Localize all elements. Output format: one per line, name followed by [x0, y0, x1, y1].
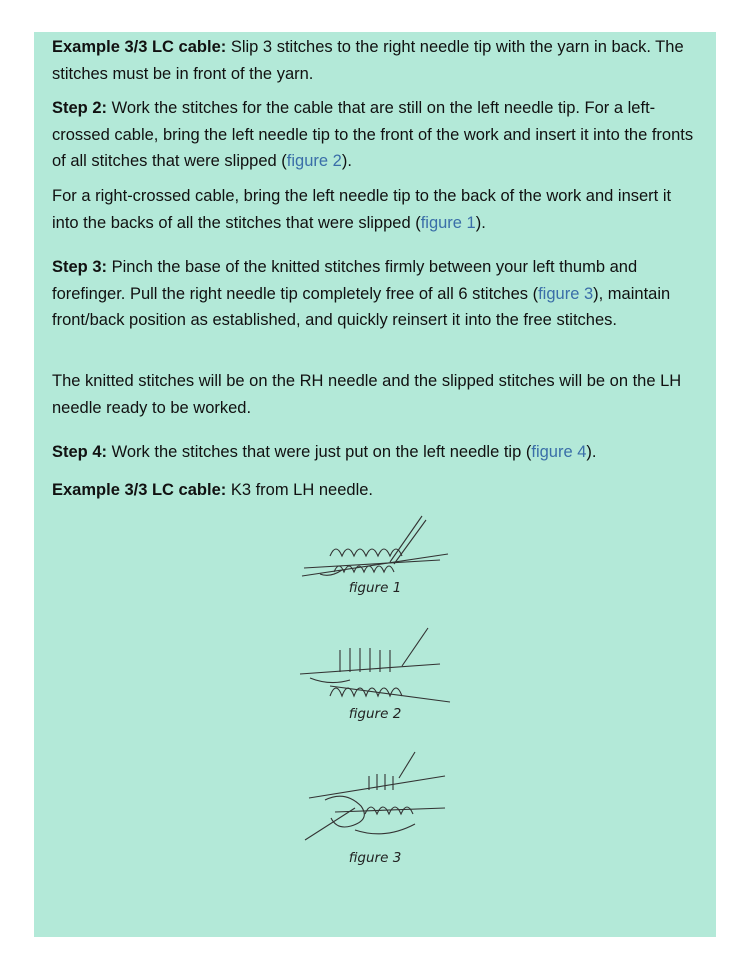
figure-caption: figure 1 — [348, 580, 402, 596]
paragraph-label: Step 3: — [52, 258, 108, 276]
paragraph-text: Slip 3 stitches to the right needle tip with the yarn in back. The stitches must be in front of the yarn. — [52, 38, 684, 83]
figure-4-link[interactable]: figure 4 — [531, 443, 587, 461]
paragraph-example-k3 — [52, 477, 702, 504]
paragraph-needle-positions — [52, 368, 702, 421]
figure-2 — [34, 626, 716, 722]
figure-caption: figure 2 — [348, 706, 402, 722]
paragraph-label: Step 2: — [52, 99, 108, 117]
paragraph-text: ). — [475, 213, 486, 232]
knitting-needles-illustration-icon — [295, 750, 455, 850]
paragraph-text: ). — [586, 443, 597, 461]
paragraph-label: Example 3/3 LC cable: — [52, 481, 227, 499]
paragraph-label: Step 4: — [52, 443, 108, 461]
paragraph-step-2 — [52, 95, 702, 175]
knitting-needles-illustration-icon — [290, 626, 460, 706]
figure-3-link[interactable]: figure 3 — [538, 284, 594, 303]
paragraph-right-crossed — [52, 183, 702, 236]
instruction-panel — [34, 32, 716, 937]
paragraph-text: ). — [341, 152, 352, 170]
paragraph-text: Pinch the base of the knitted stitches firmly between your left thumb and forefinger. Pull the right needle tip completely free of all 6 stitches ( — [52, 258, 638, 303]
paragraph-example-slip — [52, 34, 702, 87]
knitting-needles-illustration-icon — [290, 514, 460, 580]
paragraph-text: The knitted stitches will be on the RH needle and the slipped stitches will be on the LH needle ready to be worked. — [52, 372, 682, 417]
paragraph-text: ), maintain front/back position as established, and quickly reinsert it into the free stitches. — [52, 284, 671, 329]
paragraph-text: Work the stitches for the cable that are still on the left needle tip. For a left-crossed cable, bring the left needle tip to the front of the work and insert it into the fronts of all stitches that were slipped ( — [52, 99, 694, 170]
paragraph-text: Work the stitches that were just put on the left needle tip ( — [107, 443, 532, 461]
figure-3 — [34, 750, 716, 866]
paragraph-step-4 — [52, 439, 702, 466]
paragraph-text: K3 from LH needle. — [226, 481, 373, 499]
figure-2-link[interactable]: figure 2 — [286, 152, 342, 170]
paragraph-text: For a right-crossed cable, bring the left needle tip to the back of the work and insert it into the backs of all the stitches that were slipped ( — [52, 187, 672, 232]
paragraph-step-3 — [52, 254, 702, 334]
paragraph-label: Example 3/3 LC cable: — [52, 38, 227, 56]
figure-caption: figure 3 — [348, 850, 402, 866]
figure-1-link[interactable]: figure 1 — [420, 213, 476, 232]
figure-1 — [34, 514, 716, 596]
